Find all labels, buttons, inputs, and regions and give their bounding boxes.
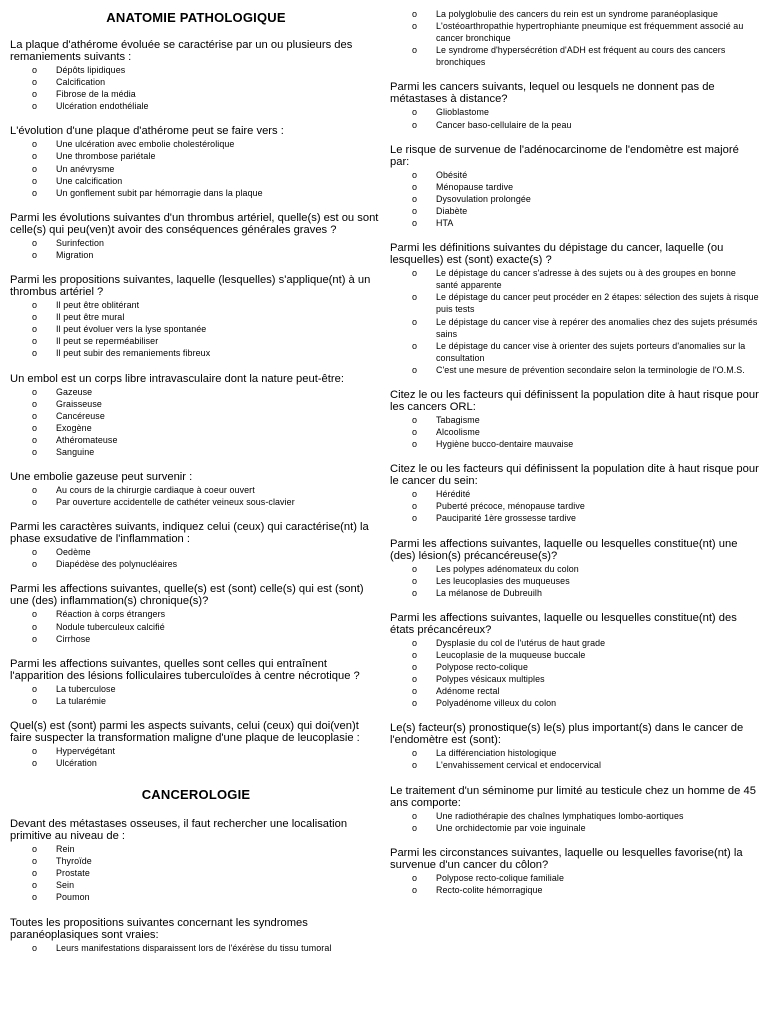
option-item: o Diapédèse des polynucléaires [32,558,382,570]
option-item: o Adénome rectal [412,685,760,697]
question-text: Parmi les affections suivantes, quelle(s) est (sont) celle(s) qui est (sont) une (des) inflammation(s) chronique(s)? [10,583,364,608]
options-list [390,169,760,229]
question-block [10,917,382,954]
question-block [390,463,760,524]
question-text: Parmi les définitions suivantes du dépistage du cancer, laquelle (ou lesquelles) est (sont) exacte(s) ? [390,242,724,267]
option-item: o Alcoolisme [412,426,760,438]
question-block [390,242,760,376]
question-block [10,212,382,261]
option-item: o Dépôts lipidiques [32,64,382,76]
option-item: o Ulcération [32,757,382,769]
option-item: o Il peut évoluer vers la lyse spontanée [32,323,382,335]
options-list [390,267,760,376]
question-text: Citez le ou les facteurs qui définissent la population dite à haut risque pour le cancer du sein: [390,463,759,488]
option-item: o Sanguine [32,446,382,458]
option-item: o Le syndrome d'hypersécrétion d'ADH est fréquent au cours des cancers bronchiques [412,44,760,68]
question-block [390,389,760,450]
question-block [10,583,382,644]
question-text: Parmi les caractères suivants, indiquez celui (ceux) qui caractérise(nt) la phase exsudative de l'inflammation : [10,521,369,546]
options-list [390,414,760,450]
option-item: o Hérédité [412,488,760,500]
option-item: o Une thrombose pariétale [32,150,382,162]
option-item: o Hypervégétant [32,745,382,757]
options-list [390,8,760,68]
option-item: o Leucoplasie de la muqueuse buccale [412,649,760,661]
options-list [10,237,382,261]
option-item: o Nodule tuberculeux calcifié [32,621,382,633]
question-block [390,538,760,599]
options-list [10,683,382,707]
option-item: o Polyadénome villeux du colon [412,697,760,709]
question-block [10,720,382,769]
option-item: o Au cours de la chirurgie cardiaque à coeur ouvert [32,484,382,496]
option-item: o Hygiène bucco-dentaire mauvaise [412,438,760,450]
option-item: o Une ulcération avec embolie cholestérolique [32,138,382,150]
question-text: L'évolution d'une plaque d'athérome peut se faire vers : [10,125,284,138]
question-block [10,818,382,903]
question-text: Quel(s) est (sont) parmi les aspects suivants, celui (ceux) qui doi(ven)t faire suspecter la transformation maligne d'une plaque de leucoplasie : [10,719,360,744]
option-item: o Ménopause tardive [412,181,760,193]
question-block [10,521,382,570]
option-item: o Prostate [32,867,382,879]
question-text: Parmi les cancers suivants, lequel ou lesquels ne donnent pas de métastases à distance? [390,81,715,106]
option-item: o Il peut se reperméabiliser [32,335,382,347]
question-block [390,612,760,710]
options-list [390,637,760,710]
question-text: Un embol est un corps libre intravasculaire dont la nature peut-être: [10,372,344,385]
question-text: Parmi les circonstances suivantes, laquelle ou lesquelles favorise(nt) la survenue d'un cancer du côlon? [390,846,743,871]
option-item: o Le dépistage du cancer vise à orienter des sujets porteurs d'anomalies sur la consultation [412,340,760,364]
options-list [10,843,382,903]
question-text: Parmi les affections suivantes, quelles sont celles qui entraînent l'apparition des lésions folliculaires tuberculoïdes à centre nécrotique ? [10,657,360,682]
question-text: Parmi les affections suivantes, laquelle ou lesquelles constitue(nt) des états précancéreux? [390,611,737,636]
question-block [10,39,382,112]
option-item: o Réaction à corps étrangers [32,608,382,620]
question-block [10,274,382,359]
option-item: o Recto-colite hémorragique [412,884,760,896]
option-item: o Une radiothérapie des chaînes lymphatiques lombo-aortiques [412,810,760,822]
option-item: o Cirrhose [32,633,382,645]
option-item: o Un gonflement subit par hémorragie dans la plaque [32,187,382,199]
options-list [390,488,760,524]
option-item: o Il peut être mural [32,311,382,323]
option-item: o Une calcification [32,175,382,187]
option-item: o Le dépistage du cancer vise à repérer des anomalies chez des sujets présumés sains [412,316,760,340]
question-text: Parmi les propositions suivantes, laquelle (lesquelles) s'applique(nt) à un thrombus artériel ? [10,274,371,299]
option-item: o Cancéreuse [32,410,382,422]
options-list [10,386,382,459]
options-list [10,546,382,570]
question-block [390,81,760,130]
option-item: o Exogène [32,422,382,434]
options-list [390,563,760,599]
option-item: o Graisseuse [32,398,382,410]
option-item: o Glioblastome [412,106,760,118]
option-item: o Poumon [32,891,382,903]
question-block [10,373,382,459]
question-text: Devant des métastases osseuses, il faut rechercher une localisation primitive au niveau de : [10,818,348,843]
option-item: o Il peut être oblitérant [32,299,382,311]
right-column [390,8,760,909]
options-list [390,106,760,130]
option-item: o Dysplasie du col de l'utérus de haut grade [412,637,760,649]
option-item: o Par ouverture accidentelle de cathéter veineux sous-clavier [32,496,382,508]
question-text: Le traitement d'un séminome pur limité au testicule chez un homme de 45 ans comporte: [390,784,756,809]
question-block-continued [390,8,760,68]
option-item: o Les polypes adénomateux du colon [412,563,760,575]
option-item: o Gazeuse [32,386,382,398]
option-item: o Athéromateuse [32,434,382,446]
option-item: o Polypes vésicaux multiples [412,673,760,685]
option-item: o La tuberculose [32,683,382,695]
question-text: Le risque de survenue de l'adénocarcinome de l'endomètre est majoré par: [390,143,739,168]
option-item: o La mélanose de Dubreuilh [412,587,760,599]
option-item: o Rein [32,843,382,855]
option-item: o Polypose recto-colique [412,661,760,673]
option-item: o Dysovulation prolongée [412,193,760,205]
option-item: o Pauciparité 1ère grossesse tardive [412,512,760,524]
options-list [390,747,760,771]
question-text: Le(s) facteur(s) pronostique(s) le(s) plus important(s) dans le cancer de l'endomètre est (sont): [390,722,744,747]
question-text: Parmi les évolutions suivantes d'un thrombus artériel, quelle(s) est ou sont celle(s) qui peu(ven)t avoir des conséquences générales graves ? [10,211,379,236]
question-text: Une embolie gazeuse peut survenir : [10,471,193,484]
options-list [10,608,382,644]
options-list [10,942,382,954]
question-block [390,847,760,896]
question-text: La plaque d'athérome évoluée se caractérise par un ou plusieurs des remaniements suivants : [10,39,353,63]
question-block [390,144,760,229]
question-block [10,125,382,198]
option-item: o La polyglobulie des cancers du rein est un syndrome paranéoplasique [412,8,760,20]
options-list [390,810,760,834]
section-title-cancerologie: CANCEROLOGIE [141,787,251,803]
option-item: o Surinfection [32,237,382,249]
option-item: o C'est une mesure de prévention secondaire selon la terminologie de l'O.M.S. [412,364,760,376]
option-item: o Ulcération endothéliale [32,100,382,112]
left-column [10,8,382,967]
option-item: o Cancer baso-cellulaire de la peau [412,119,760,131]
option-item: o Tabagisme [412,414,760,426]
options-list [10,484,382,508]
option-item: o Le dépistage du cancer peut procéder en 2 étapes: sélection des sujets à risque puis tests [412,291,760,315]
question-block [390,722,760,771]
option-item: o Un anévrysme [32,163,382,175]
question-block [390,785,760,834]
option-item: o Obésité [412,169,760,181]
question-block [10,658,382,707]
option-item: o Sein [32,879,382,891]
options-list [10,138,382,198]
option-item: o L'ostéoarthropathie hypertrophiante pneumique est fréquemment associé au cancer bronchique [412,20,760,44]
options-list [10,299,382,359]
option-item: o Oedème [32,546,382,558]
question-block [10,471,382,508]
option-item: o Diabète [412,205,760,217]
option-item: o Leurs manifestations disparaissent lors de l'éxérèse du tissu tumoral [32,942,382,954]
option-item: o Une orchidectomie par voie inguinale [412,822,760,834]
option-item: o Les leucoplasies des muqueuses [412,575,760,587]
option-item: o Puberté précoce, ménopause tardive [412,500,760,512]
option-item: o Le dépistage du cancer s'adresse à des sujets ou à des groupes en bonne santé apparente [412,267,760,291]
option-item: o Fibrose de la média [32,88,382,100]
option-item: o Polypose recto-colique familiale [412,872,760,884]
option-item: o La différenciation histologique [412,747,760,759]
option-item: o La tularémie [32,695,382,707]
option-item: o Migration [32,249,382,261]
option-item: o Calcification [32,76,382,88]
question-text: Citez le ou les facteurs qui définissent la population dite à haut risque pour les cancers ORL: [390,388,759,413]
option-item: o Thyroïde [32,855,382,867]
section-title-anatomie: ANATOMIE PATHOLOGIQUE [106,10,286,25]
option-item: o HTA [412,217,760,229]
question-text: Toutes les propositions suivantes concernant les syndromes paranéoplasiques sont vraies: [10,916,308,941]
option-item: o L'envahissement cervical et endocervical [412,759,760,771]
question-text: Parmi les affections suivantes, laquelle ou lesquelles constitue(nt) une (des) lésion(s) précancéreuse(s)? [390,537,738,562]
options-list [10,745,382,769]
options-list [10,64,382,112]
options-list [390,872,760,896]
option-item: o Il peut subir des remaniements fibreux [32,347,382,359]
